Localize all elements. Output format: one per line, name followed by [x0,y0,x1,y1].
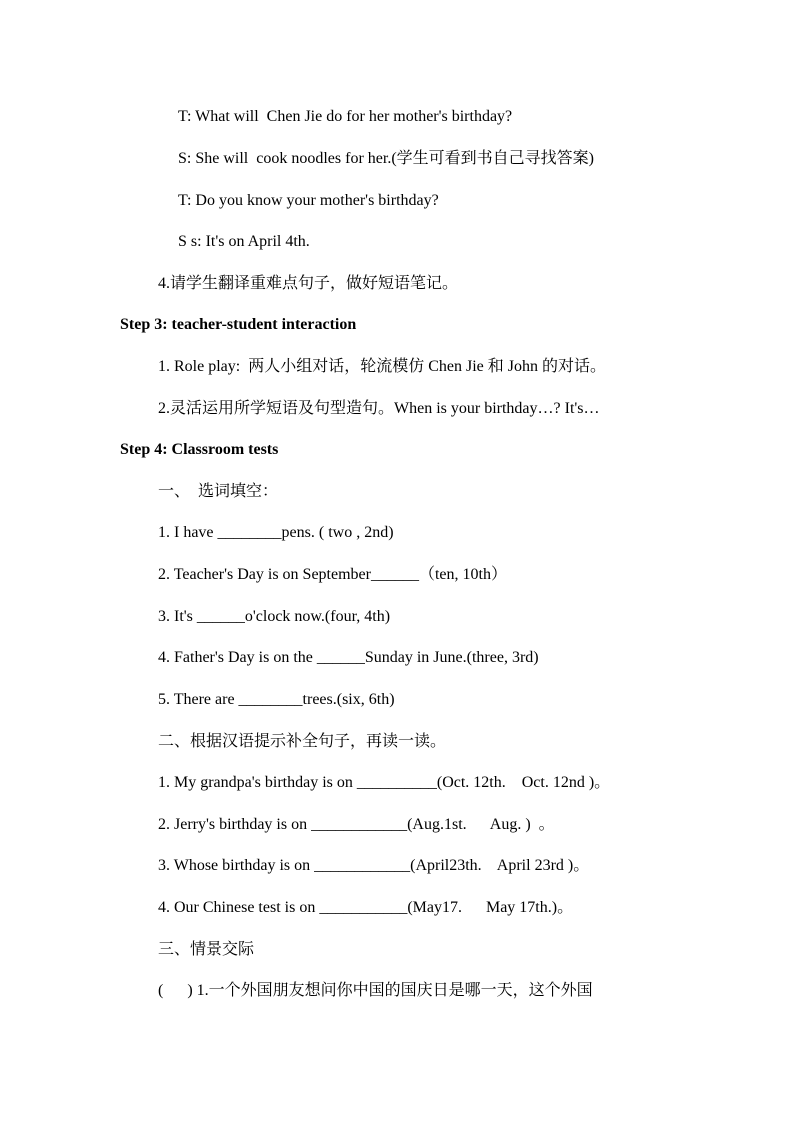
test-question: ( ) 1.一个外国朋友想问你中国的国庆日是哪一天，这个外国 [158,982,593,999]
test-question: 5. There are ________trees.(six, 6th) [158,691,395,708]
test-part-3-heading: 三、情景交际 [158,941,255,958]
test-question: 1. My grandpa's birthday is on __________(Oct. 12th. Oct. 12nd )。 [158,774,611,791]
test-question: 2. Teacher's Day is on September______（ten, 10th） [158,566,507,583]
dialogue-line-teacher-question-2: T: Do you know your mother's birthday? [178,192,439,209]
dialogue-line-students-answer: S s: It's on April 4th. [178,233,310,250]
test-question: 3. Whose birthday is on ____________(April23th. April 23rd )。 [158,857,590,874]
test-question: 4. Our Chinese test is on ___________(May17. May 17th.)。 [158,899,574,916]
instruction-item-4: 4.请学生翻译重难点句子，做好短语笔记。 [158,275,459,292]
step3-item-1: 1. Role play: 两人小组对话，轮流模仿 Chen Jie 和 John 的对话。 [158,358,606,375]
step3-item-2: 2.灵活运用所学短语及句型造句。When is your birthday…? It's… [158,400,600,417]
test-part-2-heading: 二、根据汉语提示补全句子，再读一读。 [158,733,447,750]
test-question: 2. Jerry's birthday is on ____________(Aug.1st. Aug. ) 。 [158,816,555,833]
test-part-1-heading: 一、 选词填空： [158,483,279,500]
test-question: 3. It's ______o'clock now.(four, 4th) [158,608,391,625]
dialogue-line-teacher-question: T: What will Chen Jie do for her mother's birthday? [178,108,513,125]
test-question: 4. Father's Day is on the ______Sunday in June.(three, 3rd) [158,649,539,666]
section-heading-step-3: Step 3: teacher-student interaction [120,316,357,333]
test-question: 1. I have ________pens. ( two , 2nd) [158,524,394,541]
section-heading-step-4: Step 4: Classroom tests [120,441,279,458]
dialogue-line-student-answer: S: She will cook noodles for her.(学生可看到书自己寻找答案) [178,150,594,167]
